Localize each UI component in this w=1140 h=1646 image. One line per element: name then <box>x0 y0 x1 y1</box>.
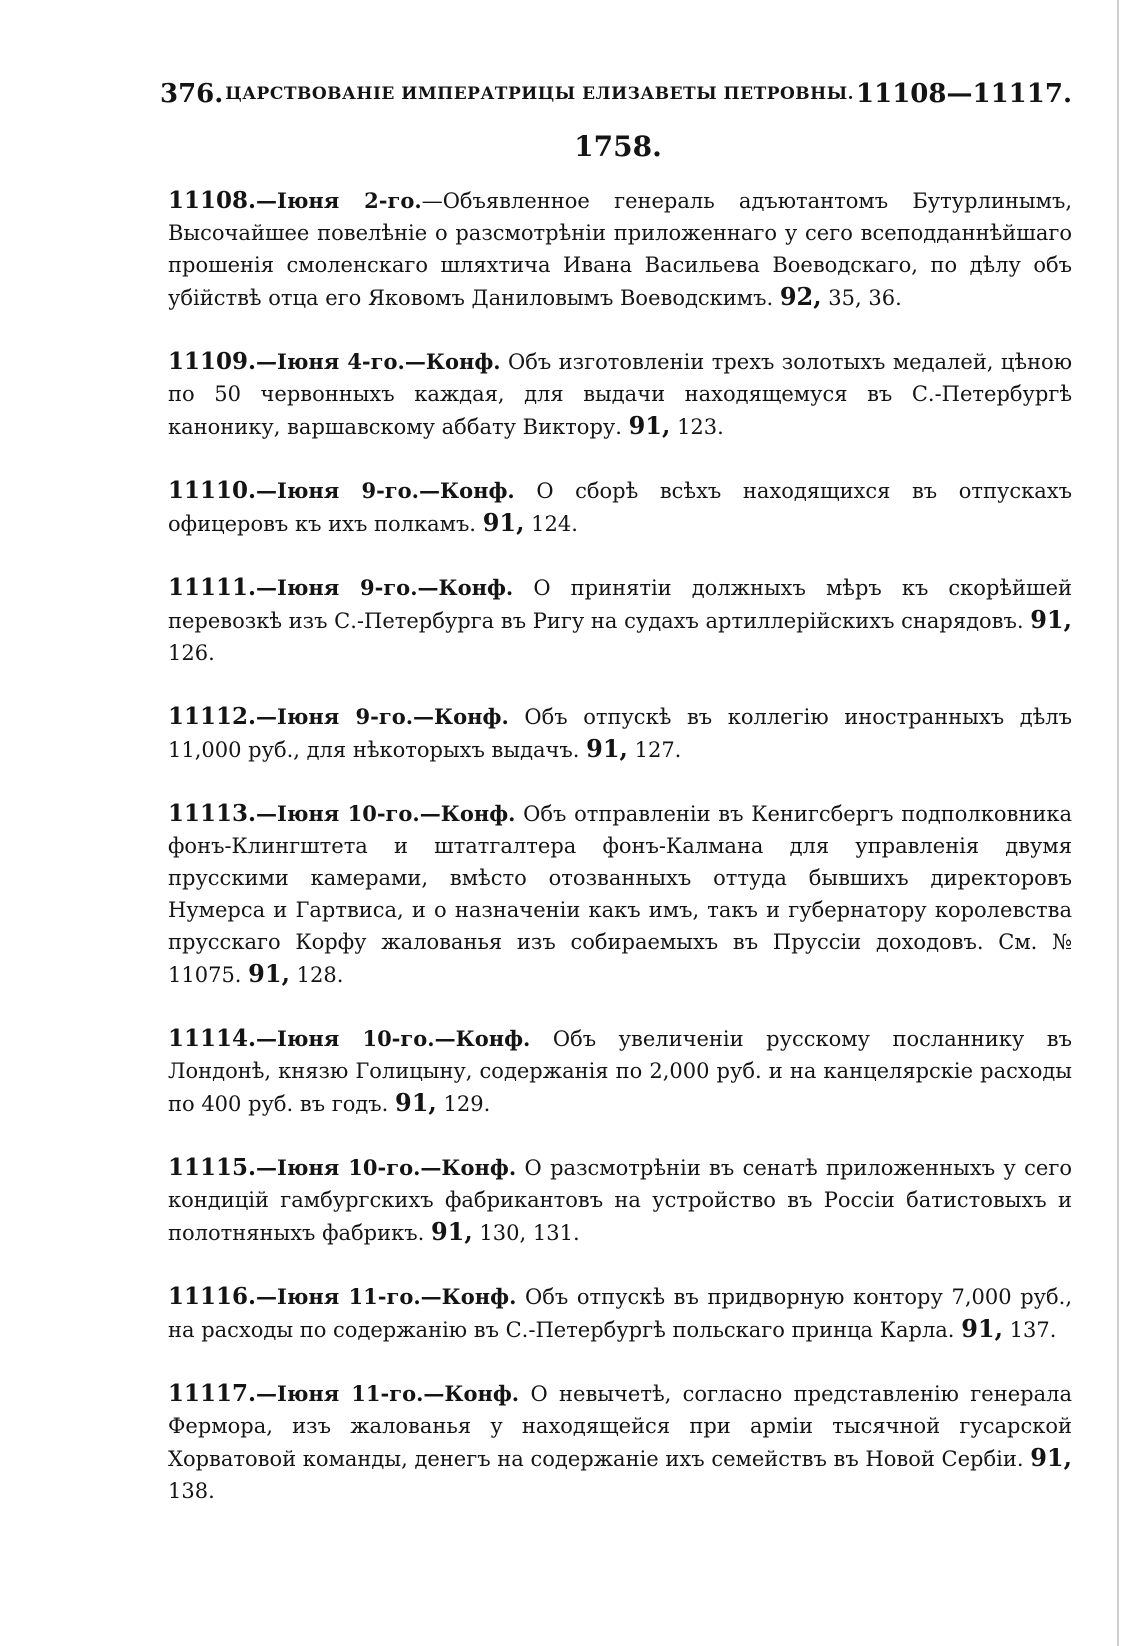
entry-text: Объ отпускѣ въ придворную контору 7,000 руб., на расходы по содержанію въ С.-Петербургѣ польскаго принца Карла. <box>168 1285 1072 1342</box>
entry-number: 11108. <box>168 187 257 214</box>
entry-text: О принятіи должныхъ мѣръ къ скорѣйшей перевозкѣ изъ С.-Петербурга въ Ригу на судахъ артиллерійскихъ снарядовъ. <box>168 576 1072 633</box>
entry-conference-mark: —Конф. <box>420 1155 517 1180</box>
entries-list <box>168 185 1072 1539</box>
entry-volume: 91, <box>1030 1443 1072 1472</box>
entry-11111 <box>168 572 1072 669</box>
entry-date: —Іюня 10-го. <box>256 801 420 826</box>
entry-conference-mark: —Конф. <box>419 478 515 503</box>
entry-volume: 91, <box>961 1314 1003 1343</box>
running-header <box>160 74 1072 114</box>
entry-text: Объ отпускѣ въ коллегію иностранныхъ дѣлъ 11,000 руб., для нѣкоторыхъ выдачъ. <box>168 705 1072 762</box>
entry-pages: 138. <box>168 1479 215 1503</box>
entry-number: 11115. <box>168 1154 257 1181</box>
entry-11110 <box>168 475 1072 540</box>
entry-text: Объ изготовленіи трехъ золотыхъ медалей, цѣною по 50 червонныхъ каждая, для выдачи находящемуся въ С.-Петербургѣ канонику, варшавскому аббату Виктору. <box>168 350 1072 439</box>
entry-conference-mark: —Конф. <box>420 1284 517 1309</box>
entry-conference-mark: —Конф. <box>413 704 509 729</box>
entry-volume: 91, <box>628 411 671 440</box>
entry-pages: 127. <box>634 738 682 762</box>
entry-number: 11112. <box>168 703 257 730</box>
entry-pages: 129. <box>443 1092 491 1116</box>
entry-date: —Іюня 11-го. <box>256 1284 421 1309</box>
entry-volume: 92, <box>779 282 822 311</box>
entry-volume: 91, <box>248 959 290 988</box>
entry-number: 11109. <box>168 348 257 375</box>
entry-number: 11116. <box>168 1283 257 1310</box>
entry-number: 11111. <box>168 574 257 601</box>
entry-volume: 91, <box>482 508 525 537</box>
entry-date: —Іюня 9-го. <box>256 704 414 729</box>
page-number: 376. <box>160 79 224 109</box>
page-edge-divider <box>1117 0 1119 1646</box>
entry-volume: 91, <box>586 734 628 763</box>
header-title: ЦАРСТВОВАНІЕ ИМПЕРАТРИЦЫ ЕЛИЗАВЕТЫ ПЕТРОВНЫ. <box>225 84 855 104</box>
entry-text: О разсмотрѣніи въ сенатѣ приложенныхъ у сего кондицій гамбургскихъ фабрикантовъ на устройство въ Россіи батистовыхъ и полотняныхъ фабрикъ. <box>168 1156 1072 1245</box>
entry-pages: 35, 36. <box>828 286 902 310</box>
entry-volume: 91, <box>395 1088 437 1117</box>
entry-11113 <box>168 798 1072 991</box>
entry-range: 11108—11117. <box>856 79 1072 109</box>
entry-11116 <box>168 1281 1072 1346</box>
entry-number: 11117. <box>168 1380 257 1407</box>
entry-text: О сборѣ всѣхъ находящихся въ отпускахъ офицеровъ къ ихъ полкамъ. <box>168 479 1072 536</box>
entry-date: —Іюня 4-го. <box>256 349 405 374</box>
entry-pages: 137. <box>1009 1318 1057 1342</box>
entry-conference-mark: —Конф. <box>434 1026 531 1051</box>
entry-volume: 91, <box>1030 605 1072 634</box>
entry-number: 11114. <box>168 1025 257 1052</box>
entry-11109 <box>168 346 1072 443</box>
entry-date: —Іюня 10-го. <box>256 1155 421 1180</box>
entry-volume: 91, <box>430 1217 473 1246</box>
entry-11114 <box>168 1023 1072 1120</box>
entry-text: Объ увеличеніи русскому посланнику въ Лондонѣ, князю Голицыну, содержанія по 2,000 руб. и на канцелярскіе расходы по 400 руб. въ годъ. <box>168 1027 1072 1116</box>
entry-date: —Іюня 2-го. <box>256 188 422 213</box>
entry-conference-mark: —Конф. <box>423 1381 520 1406</box>
entry-date: —Іюня 11-го. <box>256 1381 424 1406</box>
entry-date: —Іюня 9-го. <box>256 478 419 503</box>
entry-number: 11113. <box>168 800 257 827</box>
entry-11112 <box>168 701 1072 766</box>
entry-pages: 123. <box>677 415 724 439</box>
entry-text: Объ отправленіи въ Кенигсбергъ подполковника фонъ-Клингштета и штатгалтера фонъ-Калмана для управленія двумя прусскими камерами, вмѣсто отозванныхъ оттуда бывшихъ директоровъ Нумерса и Гартвиса, и о назначеніи какъ имъ, такъ и губернатору королевства прусскаго Корфу жалованья изъ собираемыхъ въ Пруссіи доходовъ. См. № 11075. <box>168 802 1072 987</box>
entry-pages: 128. <box>296 963 344 987</box>
entry-conference-mark: —Конф. <box>417 575 514 600</box>
entry-conference-mark: —Конф. <box>419 801 516 826</box>
entry-date: —Іюня 10-го. <box>256 1026 435 1051</box>
entry-date: —Іюня 9-го. <box>256 575 418 600</box>
entry-11108 <box>168 185 1072 314</box>
entry-11115 <box>168 1152 1072 1249</box>
entry-conference-mark: —Конф. <box>404 349 501 374</box>
year-heading: 1758. <box>574 130 662 163</box>
entry-text: О невычетѣ, согласно представленію генерала Фермора, изъ жалованья у находящейся при арміи тысячной гусарской Хорватовой команды, денегъ на содержаніе ихъ семействъ въ Новой Сербіи. <box>168 1382 1072 1471</box>
entry-pages: 124. <box>531 512 578 536</box>
entry-number: 11110. <box>168 477 257 504</box>
entry-text: —Объявленное генераль адъютантомъ Бутурлинымъ, Высочайшее повелѣніе о разсмотрѣніи приложеннаго у сего всеподданнѣйшаго прошенія смоленскаго шляхтича Ивана Васильева Воеводскаго, по дѣлу объ убійствѣ отца его Яковомъ Даниловымъ Воеводскимъ. <box>168 189 1072 310</box>
entry-pages: 126. <box>168 641 215 665</box>
entry-11117 <box>168 1378 1072 1507</box>
entry-pages: 130, 131. <box>479 1221 580 1245</box>
